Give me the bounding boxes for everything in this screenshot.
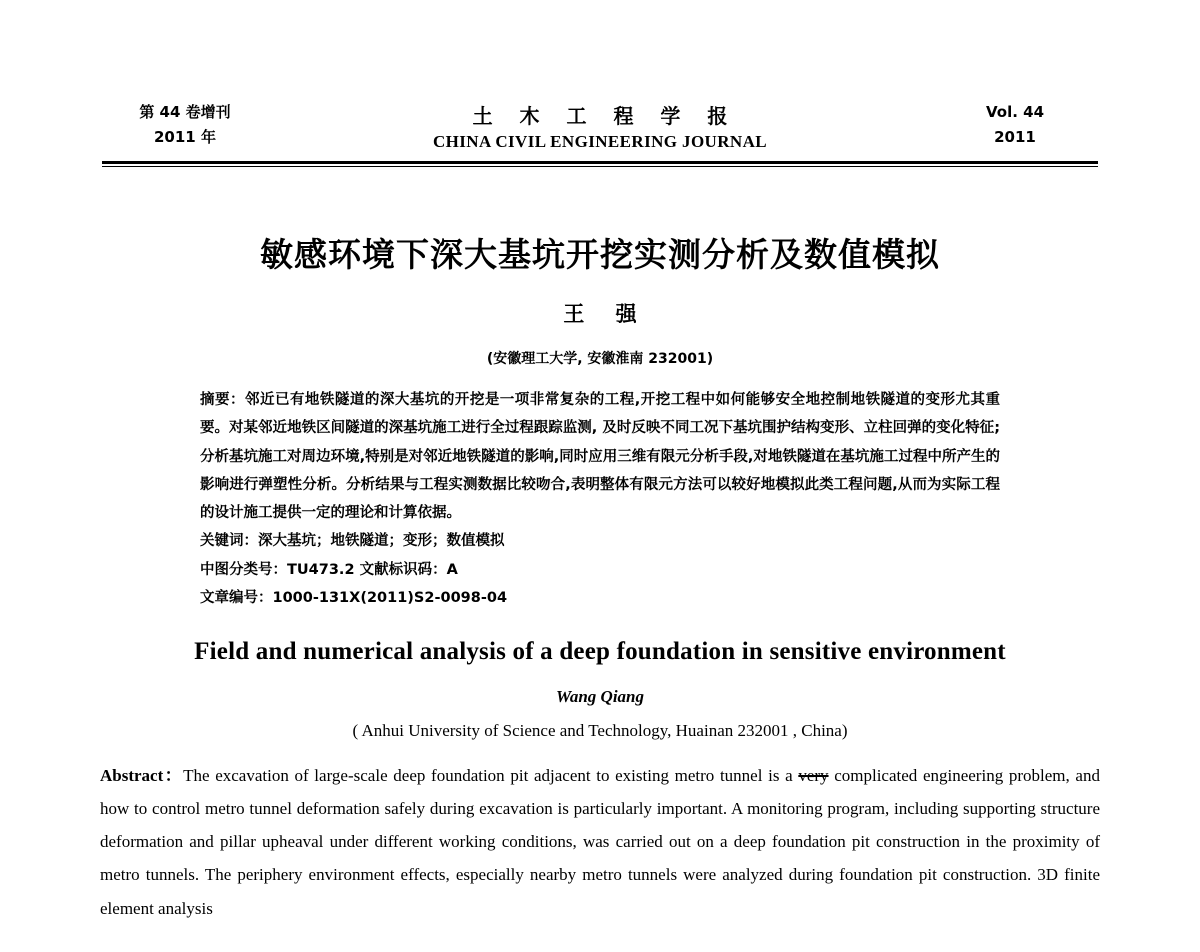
abstract-en-part1: The excavation of large-scale deep foundation pit adjacent to existing metro tunnel is a bbox=[183, 765, 799, 785]
affiliation-en: ( Anhui University of Science and Technology, Huainan 232001 , China) bbox=[352, 720, 848, 740]
running-head bbox=[100, 0, 1100, 152]
header-divider bbox=[100, 161, 1100, 167]
keywords-cn: 关键词：深大基坑；地铁隧道；变形；数值模拟 bbox=[200, 533, 505, 550]
year-en: 2011 bbox=[994, 127, 1036, 146]
divider-thin bbox=[102, 166, 1098, 167]
author-en: Wang Qiang bbox=[555, 686, 644, 706]
year-cn: 2011 年 bbox=[154, 127, 216, 146]
running-head-left bbox=[100, 100, 270, 150]
page-title-cn: 敏感环境下深大基坑开挖实测分析及数值模拟 bbox=[260, 235, 940, 274]
page-title-en: Field and numerical analysis of a deep foundation in sensitive environment bbox=[194, 638, 1006, 666]
journal-title-en: CHINA CIVIL ENGINEERING JOURNAL bbox=[432, 132, 768, 151]
volume-en: Vol. 44 bbox=[985, 103, 1045, 121]
abstract-en-part2: complicated engineering problem, and how to control metro tunnel deformation safely during excavation is particularly important. A monitoring program, including supporting structure deformation and pillar upheaval under different working conditions, was carried out on a deep foundation pit construction in the proximity of metro tunnels. The periphery environment effects, especially nearby metro tunnels were analyzed during foundation pit construction. 3D finite element analysis bbox=[100, 765, 1100, 918]
abstract-en-struck-word: very bbox=[798, 765, 829, 785]
article-number: 文章编号：1000-131X(2011)S2-0098-04 bbox=[200, 589, 508, 606]
volume-issue: 第 44 卷增刊 bbox=[139, 103, 231, 121]
divider-thick bbox=[102, 161, 1098, 164]
affiliation-cn: (安徽理工大学, 安徽淮南 232001) bbox=[486, 351, 714, 368]
author-cn: 王 强 bbox=[563, 302, 649, 327]
clc-classification: 中图分类号：TU473.2 文献标识码：A bbox=[200, 561, 458, 578]
chinese-front-matter bbox=[200, 386, 1000, 612]
running-head-right bbox=[930, 100, 1100, 150]
abstract-en bbox=[100, 759, 1100, 925]
running-head-center bbox=[270, 100, 930, 152]
abstract-cn: 摘要：邻近已有地铁隧道的深大基坑的开挖是一项非常复杂的工程,开挖工程中如何能够安全地控制地铁隧道的变形尤其重要。对某邻近地铁区间隧道的深基坑施工进行全过程跟踪监测, 及时反映不同工况下基坑围护结构变形、立柱回弹的变化特征;分析基坑施工对周边环境,特别是对邻近地铁隧道的影响,同时应用三维有限元分析手段,对地铁隧道在基坑施工过程中所产生的影响进行弹塑性分析。分析结果与工程实测数据比较吻合,表明整体有限元方法可以较好地模拟此类工程问题,从而为实际工程的设计施工提供一定的理论和计算依据。 bbox=[200, 392, 1000, 522]
journal-title-cn: 土 木 工 程 学 报 bbox=[472, 104, 738, 128]
abstract-label: Abstract： bbox=[100, 765, 184, 785]
